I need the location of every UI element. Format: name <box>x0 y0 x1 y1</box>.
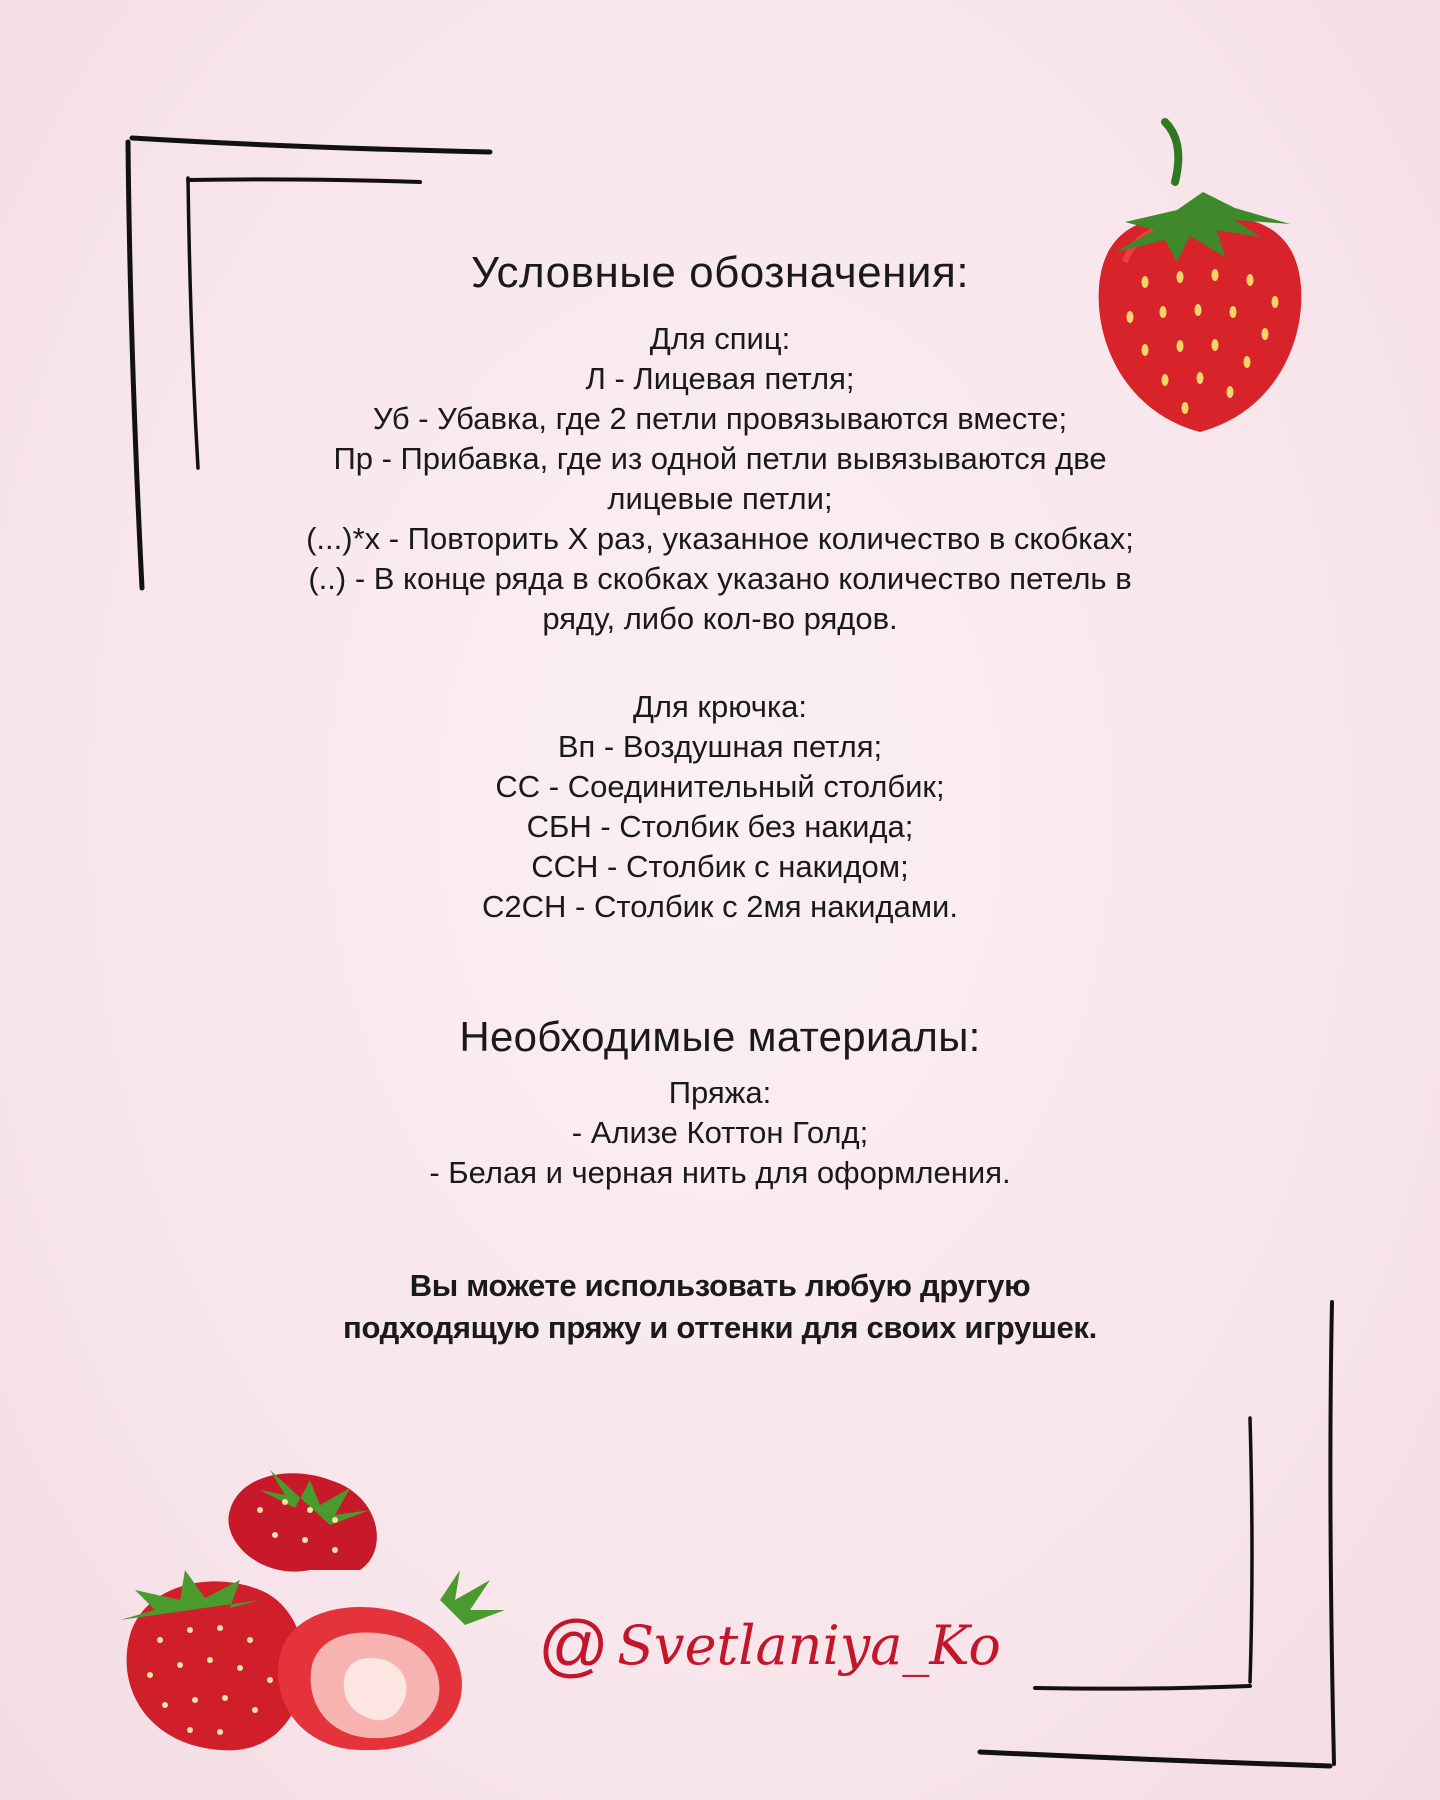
note-line: подходящую пряжу и оттенки для своих игрушек. <box>343 1309 1097 1345</box>
author-signature <box>538 1590 1001 1700</box>
knitting-line: ряду, либо кол-во рядов. <box>542 600 898 636</box>
materials-title: Необходимые материалы: <box>459 1012 981 1060</box>
at-sign: @ <box>538 1606 610 1684</box>
crochet-line: ССН - Столбик с накидом; <box>531 848 909 884</box>
strawberries-group-icon <box>110 1460 510 1760</box>
knitting-line: лицевые петли; <box>607 480 833 516</box>
crochet-line: Вп - Воздушная петля; <box>557 728 883 764</box>
crochet-line: С2СН - Столбик с 2мя накидами. <box>482 888 958 924</box>
knitting-line: Уб - Убавка, где 2 петли провязываются вместе; <box>372 400 1068 436</box>
crochet-heading: Для крючка: <box>632 688 808 724</box>
crochet-line: СБН - Столбик без накида; <box>526 808 914 844</box>
crochet-line: СС - Соединительный столбик; <box>495 768 945 804</box>
author-name: Svetlaniya_Ko <box>617 1613 1001 1677</box>
knitting-line: Пр - Прибавка, где из одной петли вывязываются две <box>333 440 1107 476</box>
main-content <box>200 248 1240 1349</box>
knitting-heading: Для спиц: <box>649 320 791 356</box>
knitting-line: (..) - В конце ряда в скобках указано количество петель в <box>308 560 1132 596</box>
yarn-heading: Пряжа: <box>668 1074 772 1110</box>
materials-line: - Ализе Коттон Голд; <box>571 1114 869 1150</box>
knitting-line: Л - Лицевая петля; <box>585 360 855 396</box>
knitting-line: (...)*х - Повторить Х раз, указанное количество в скобках; <box>306 520 1134 556</box>
note-line: Вы можете использовать любую другую <box>409 1267 1031 1303</box>
materials-line: - Белая и черная нить для оформления. <box>429 1154 1011 1190</box>
legend-title: Условные обозначения: <box>470 248 970 297</box>
